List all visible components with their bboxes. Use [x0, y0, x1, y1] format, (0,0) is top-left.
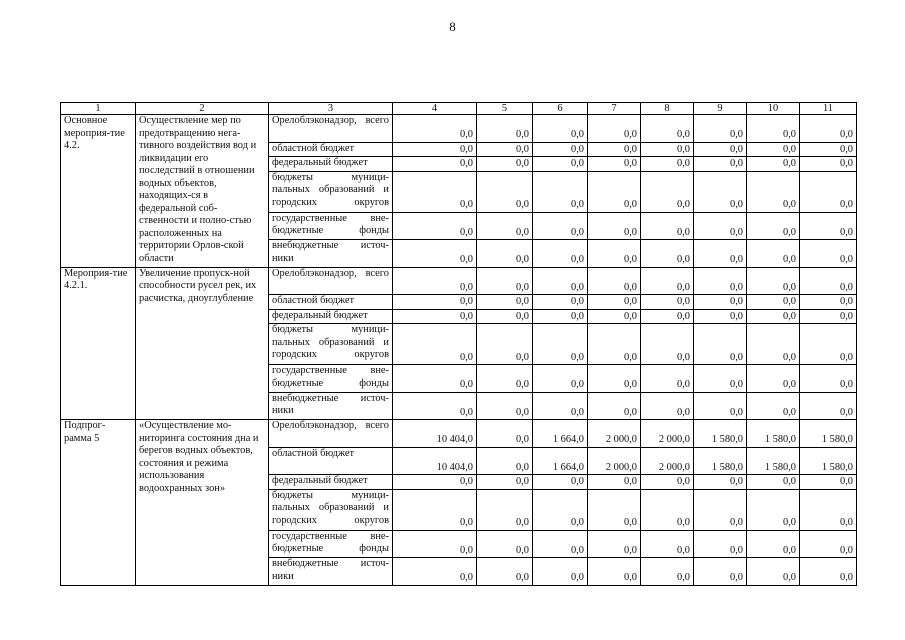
amount-cell: 0,0: [588, 324, 641, 365]
amount-cell: 0,0: [800, 115, 857, 143]
amount-cell: 0,0: [694, 267, 747, 295]
amount-cell: 0,0: [800, 212, 857, 240]
amount-cell: 0,0: [747, 489, 800, 530]
amount-cell: 1 664,0: [533, 420, 588, 448]
amount-cell: 0,0: [747, 309, 800, 324]
column-header: 9: [694, 103, 747, 115]
amount-cell: 0,0: [641, 171, 694, 212]
amount-cell: 0,0: [800, 530, 857, 558]
amount-cell: 0,0: [641, 295, 694, 310]
amount-cell: 0,0: [393, 115, 477, 143]
program-item-description: «Осуществление мо-ниторинга состояния дна и берегов водных объектов, состояния и режима использования водоохранных зон»: [136, 420, 269, 586]
amount-cell: 0,0: [393, 475, 477, 490]
amount-cell: 0,0: [393, 212, 477, 240]
amount-cell: 0,0: [800, 489, 857, 530]
amount-cell: 0,0: [641, 240, 694, 268]
amount-cell: 0,0: [588, 240, 641, 268]
amount-cell: 0,0: [533, 142, 588, 157]
amount-cell: 0,0: [694, 324, 747, 365]
page-number: 8: [449, 19, 456, 34]
amount-cell: 0,0: [533, 489, 588, 530]
amount-cell: 0,0: [588, 267, 641, 295]
amount-cell: 0,0: [747, 171, 800, 212]
amount-cell: 1 580,0: [747, 420, 800, 448]
amount-cell: 0,0: [800, 240, 857, 268]
amount-cell: 0,0: [477, 530, 533, 558]
amount-cell: 0,0: [641, 475, 694, 490]
amount-cell: 0,0: [694, 392, 747, 420]
funding-source: федеральный бюджет: [269, 475, 393, 490]
amount-cell: 0,0: [477, 171, 533, 212]
amount-cell: 0,0: [800, 365, 857, 393]
amount-cell: 0,0: [800, 295, 857, 310]
amount-cell: 0,0: [477, 157, 533, 172]
column-header: 10: [747, 103, 800, 115]
amount-cell: 0,0: [747, 267, 800, 295]
amount-cell: 0,0: [588, 309, 641, 324]
amount-cell: 0,0: [747, 142, 800, 157]
program-item-description: Увеличение пропуск-ной способности русел рек, их расчистка, дноуглубление: [136, 267, 269, 420]
amount-cell: 0,0: [641, 212, 694, 240]
amount-cell: 1 664,0: [533, 447, 588, 475]
budget-table: [60, 102, 857, 586]
amount-cell: 0,0: [588, 157, 641, 172]
amount-cell: 0,0: [477, 267, 533, 295]
amount-cell: 0,0: [694, 309, 747, 324]
amount-cell: 0,0: [694, 142, 747, 157]
amount-cell: 0,0: [641, 324, 694, 365]
amount-cell: 0,0: [641, 530, 694, 558]
amount-cell: 0,0: [393, 171, 477, 212]
program-item-description: Осуществление мер по предотвращению нега-тивного воздействия вод и ликвидации его последствий в отношении водных объектов, находящих-ся в федеральной соб-ственности и полно-стью расположенных на территории Орлов-ской области: [136, 115, 269, 268]
amount-cell: 0,0: [800, 309, 857, 324]
amount-cell: 0,0: [533, 324, 588, 365]
amount-cell: 0,0: [747, 212, 800, 240]
amount-cell: 0,0: [477, 115, 533, 143]
amount-cell: 0,0: [747, 115, 800, 143]
amount-cell: 0,0: [694, 489, 747, 530]
amount-cell: 0,0: [641, 115, 694, 143]
amount-cell: 0,0: [533, 171, 588, 212]
amount-cell: 0,0: [747, 558, 800, 586]
amount-cell: 1 580,0: [800, 420, 857, 448]
amount-cell: 0,0: [533, 558, 588, 586]
amount-cell: 0,0: [477, 324, 533, 365]
amount-cell: 0,0: [694, 365, 747, 393]
amount-cell: 0,0: [477, 475, 533, 490]
amount-cell: 0,0: [641, 489, 694, 530]
amount-cell: 0,0: [393, 267, 477, 295]
amount-cell: 0,0: [747, 475, 800, 490]
amount-cell: 0,0: [694, 240, 747, 268]
funding-source: областной бюджет: [269, 295, 393, 310]
amount-cell: 2 000,0: [588, 447, 641, 475]
funding-source: федеральный бюджет: [269, 309, 393, 324]
funding-source: Орелоблэконадзор, всего: [269, 420, 393, 448]
amount-cell: 0,0: [694, 171, 747, 212]
amount-cell: 2 000,0: [641, 420, 694, 448]
amount-cell: 0,0: [533, 530, 588, 558]
funding-source: Орелоблэконадзор, всего: [269, 115, 393, 143]
amount-cell: 0,0: [393, 142, 477, 157]
amount-cell: 0,0: [747, 157, 800, 172]
amount-cell: 0,0: [393, 489, 477, 530]
amount-cell: 0,0: [800, 157, 857, 172]
funding-source: бюджеты муници-пальных образований и городских округов: [269, 324, 393, 365]
amount-cell: 0,0: [588, 558, 641, 586]
amount-cell: 0,0: [477, 212, 533, 240]
amount-cell: 0,0: [393, 392, 477, 420]
funding-source: государственные вне-бюджетные фонды: [269, 212, 393, 240]
amount-cell: 0,0: [588, 295, 641, 310]
amount-cell: 0,0: [533, 115, 588, 143]
funding-source: внебюджетные источ-ники: [269, 240, 393, 268]
amount-cell: 0,0: [694, 475, 747, 490]
amount-cell: 0,0: [588, 365, 641, 393]
funding-source: внебюджетные источ-ники: [269, 392, 393, 420]
amount-cell: 0,0: [747, 392, 800, 420]
amount-cell: 0,0: [393, 157, 477, 172]
amount-cell: 1 580,0: [694, 447, 747, 475]
column-header: 8: [641, 103, 694, 115]
amount-cell: 0,0: [477, 295, 533, 310]
amount-cell: 0,0: [393, 558, 477, 586]
funding-source: областной бюджет: [269, 447, 393, 475]
amount-cell: 0,0: [641, 267, 694, 295]
amount-cell: 0,0: [588, 392, 641, 420]
amount-cell: 0,0: [800, 324, 857, 365]
header-row: [61, 103, 857, 115]
amount-cell: 0,0: [588, 475, 641, 490]
funding-source: государственные вне-бюджетные фонды: [269, 530, 393, 558]
amount-cell: 0,0: [533, 240, 588, 268]
amount-cell: 0,0: [800, 392, 857, 420]
amount-cell: 0,0: [477, 420, 533, 448]
amount-cell: 0,0: [477, 240, 533, 268]
amount-cell: 0,0: [533, 295, 588, 310]
amount-cell: 0,0: [533, 365, 588, 393]
amount-cell: 0,0: [477, 309, 533, 324]
column-header: 1: [61, 103, 136, 115]
amount-cell: 0,0: [477, 489, 533, 530]
amount-cell: 0,0: [694, 295, 747, 310]
amount-cell: 0,0: [477, 142, 533, 157]
amount-cell: 0,0: [641, 142, 694, 157]
amount-cell: 0,0: [800, 171, 857, 212]
funding-source: областной бюджет: [269, 142, 393, 157]
amount-cell: 1 580,0: [800, 447, 857, 475]
amount-cell: 10 404,0: [393, 420, 477, 448]
amount-cell: 2 000,0: [641, 447, 694, 475]
column-header: 5: [477, 103, 533, 115]
amount-cell: 0,0: [641, 365, 694, 393]
amount-cell: 0,0: [477, 365, 533, 393]
amount-cell: 0,0: [393, 365, 477, 393]
column-header: 2: [136, 103, 269, 115]
amount-cell: 0,0: [588, 142, 641, 157]
amount-cell: 2 000,0: [588, 420, 641, 448]
amount-cell: 0,0: [747, 240, 800, 268]
amount-cell: 0,0: [533, 309, 588, 324]
amount-cell: 0,0: [588, 212, 641, 240]
amount-cell: 0,0: [694, 212, 747, 240]
amount-cell: 10 404,0: [393, 447, 477, 475]
funding-source: внебюджетные источ-ники: [269, 558, 393, 586]
table-row: [61, 115, 857, 143]
funding-source: государственные вне-бюджетные фонды: [269, 365, 393, 393]
amount-cell: 0,0: [588, 489, 641, 530]
amount-cell: 0,0: [477, 392, 533, 420]
column-header: 7: [588, 103, 641, 115]
table-body: [61, 115, 857, 586]
amount-cell: 0,0: [393, 295, 477, 310]
funding-source: бюджеты муници-пальных образований и городских округов: [269, 171, 393, 212]
column-header: 3: [269, 103, 393, 115]
amount-cell: 0,0: [533, 212, 588, 240]
amount-cell: 0,0: [393, 309, 477, 324]
amount-cell: 0,0: [477, 447, 533, 475]
funding-source: бюджеты муници-пальных образований и городских округов: [269, 489, 393, 530]
amount-cell: 1 580,0: [694, 420, 747, 448]
amount-cell: 0,0: [588, 115, 641, 143]
amount-cell: 0,0: [393, 324, 477, 365]
amount-cell: 0,0: [588, 171, 641, 212]
amount-cell: 0,0: [800, 475, 857, 490]
amount-cell: 0,0: [800, 142, 857, 157]
program-item-name: Мероприя-тие 4.2.1.: [61, 267, 136, 420]
column-header: 4: [393, 103, 477, 115]
amount-cell: 0,0: [533, 157, 588, 172]
amount-cell: 0,0: [747, 295, 800, 310]
amount-cell: 0,0: [533, 267, 588, 295]
amount-cell: 0,0: [641, 157, 694, 172]
amount-cell: 0,0: [694, 530, 747, 558]
amount-cell: 0,0: [800, 558, 857, 586]
amount-cell: 0,0: [393, 530, 477, 558]
amount-cell: 0,0: [393, 240, 477, 268]
table-row: [61, 267, 857, 295]
column-header: 6: [533, 103, 588, 115]
amount-cell: 0,0: [641, 309, 694, 324]
amount-cell: 1 580,0: [747, 447, 800, 475]
table-row: [61, 420, 857, 448]
amount-cell: 0,0: [694, 115, 747, 143]
amount-cell: 0,0: [641, 392, 694, 420]
program-item-name: Подпрог-рамма 5: [61, 420, 136, 586]
funding-source: федеральный бюджет: [269, 157, 393, 172]
amount-cell: 0,0: [588, 530, 641, 558]
amount-cell: 0,0: [747, 365, 800, 393]
amount-cell: 0,0: [641, 558, 694, 586]
amount-cell: 0,0: [533, 475, 588, 490]
amount-cell: 0,0: [694, 157, 747, 172]
column-header: 11: [800, 103, 857, 115]
program-item-name: Основное мероприя-тие 4.2.: [61, 115, 136, 268]
amount-cell: 0,0: [747, 324, 800, 365]
funding-source: Орелоблэконадзор, всего: [269, 267, 393, 295]
amount-cell: 0,0: [477, 558, 533, 586]
amount-cell: 0,0: [800, 267, 857, 295]
amount-cell: 0,0: [694, 558, 747, 586]
amount-cell: 0,0: [747, 530, 800, 558]
amount-cell: 0,0: [533, 392, 588, 420]
